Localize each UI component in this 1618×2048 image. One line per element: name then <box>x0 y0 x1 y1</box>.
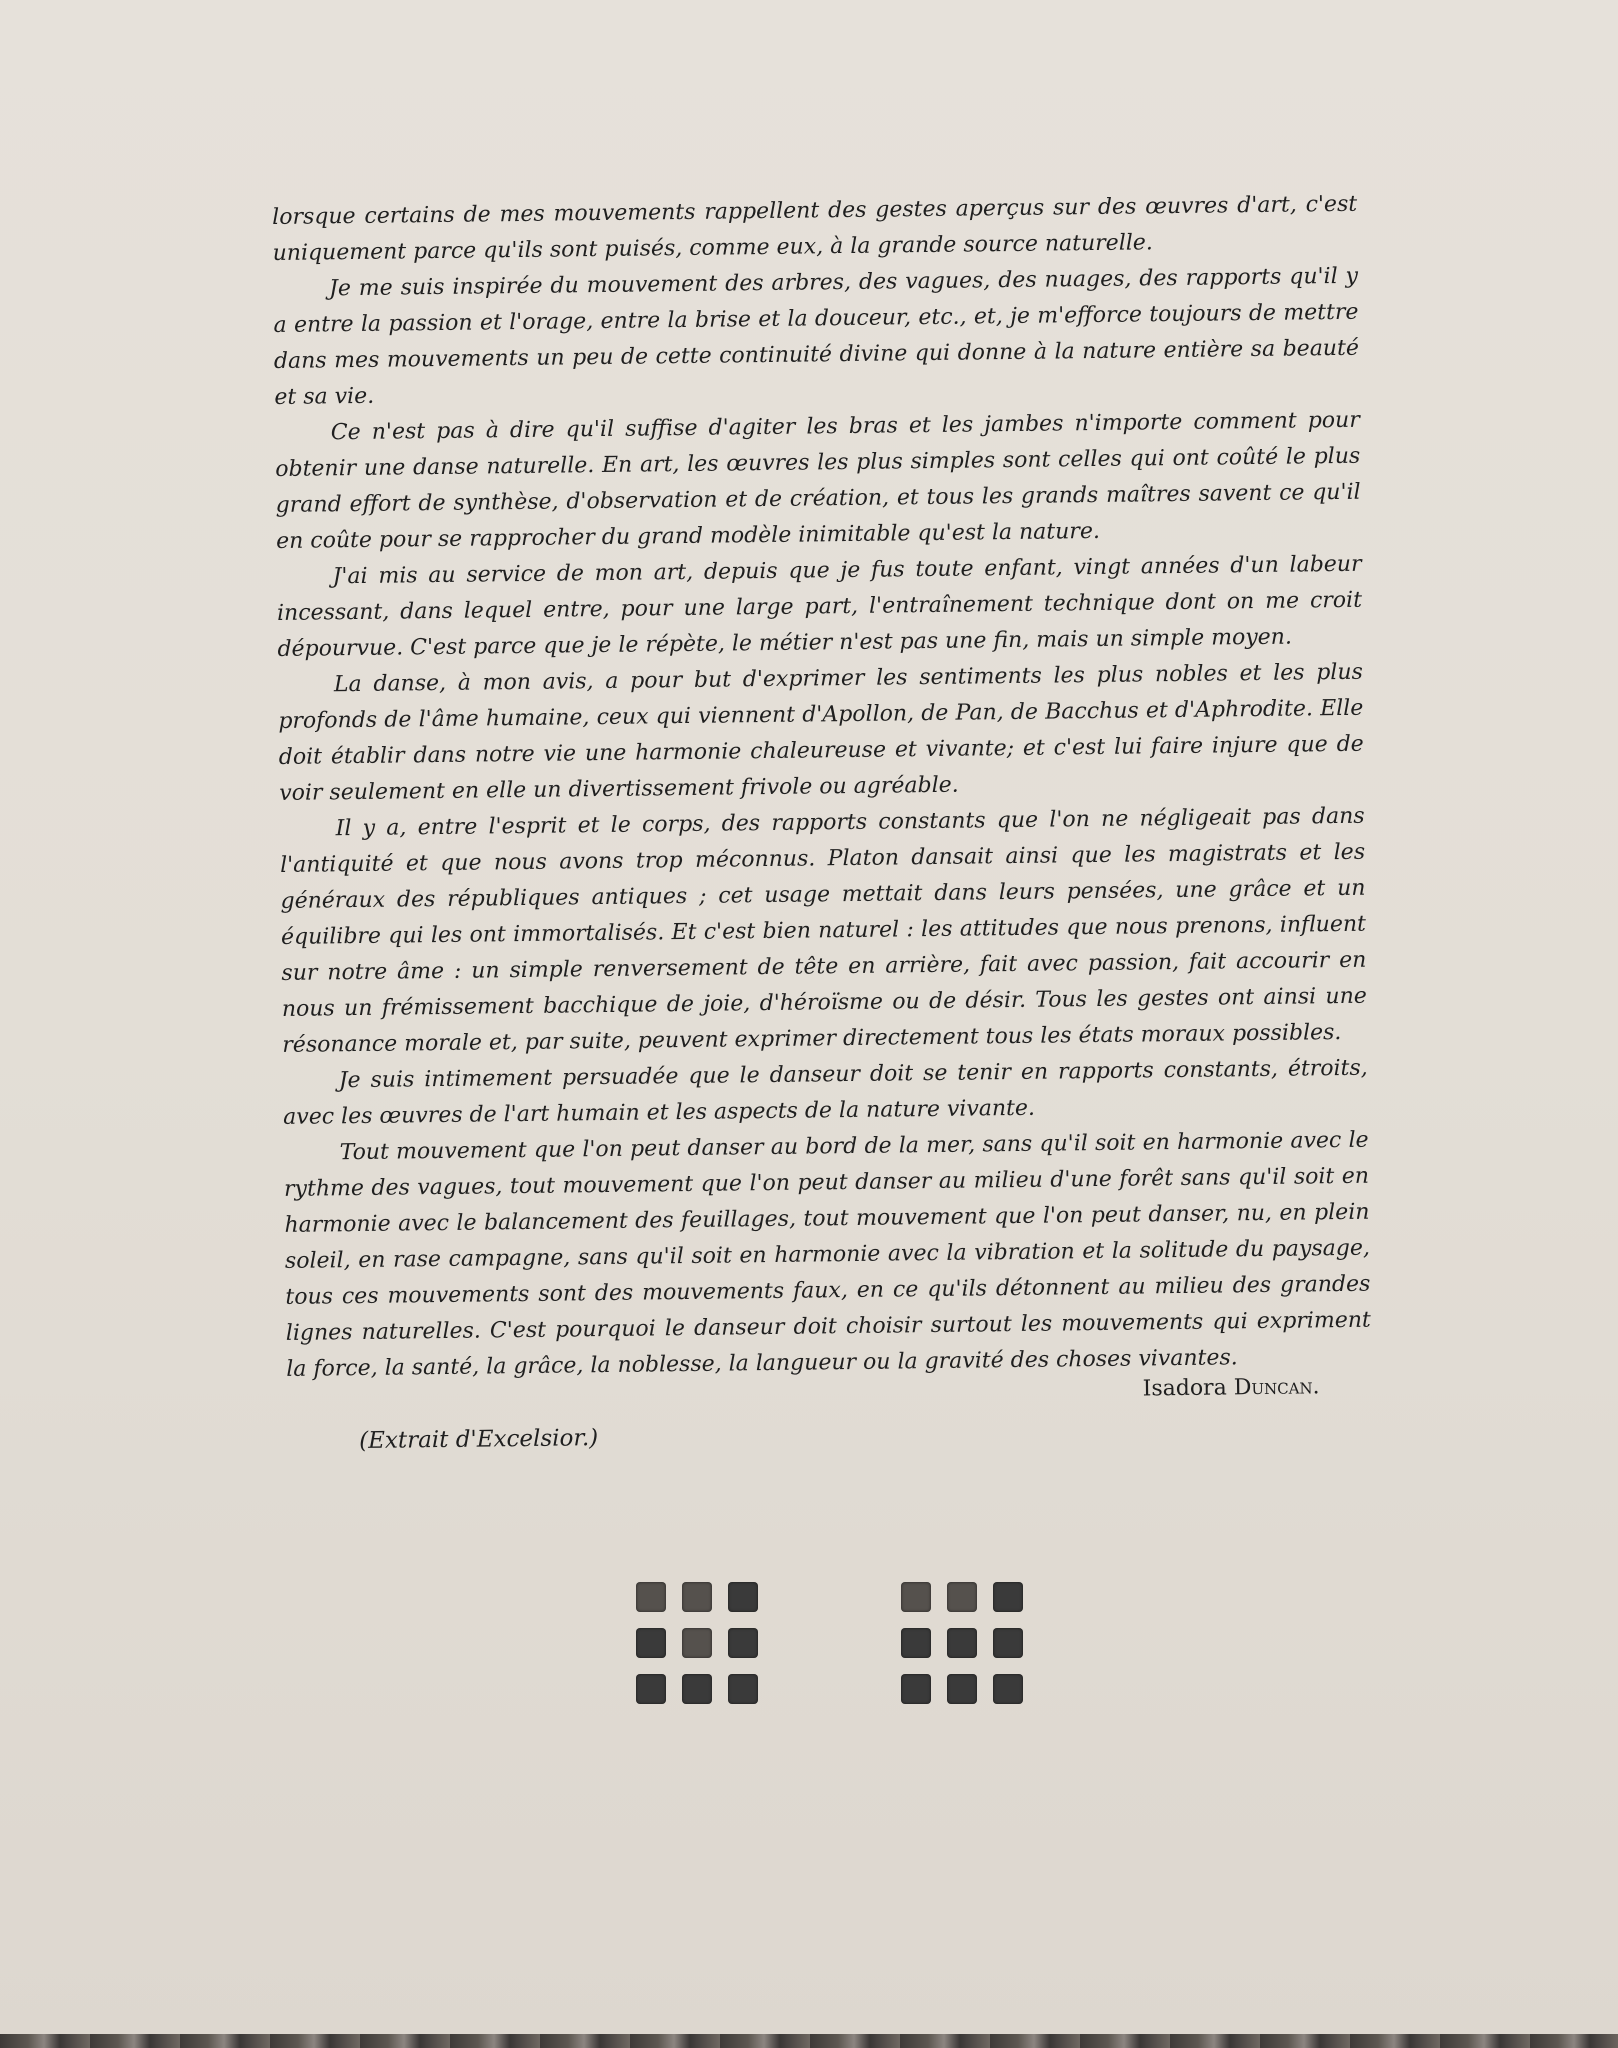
square-grid-ornament-icon <box>636 1582 758 1704</box>
ornament-square <box>636 1582 666 1612</box>
paragraph-8: Tout mouvement que l'on peut danser au bord de la mer, sans qu'il soit en harmonie avec le rythme des vagues, tout mouvement que l'on peut danser au milieu d'une forêt sans qu'il soit en harmonie avec le balancement des feuillages, tout mouvement que l'on peut danser, nu, en plein soleil, en rase campagne, sans qu'il soit en harmonie avec la vibration et la solitude du paysage, tous ces mouvements sont des mouvements faux, en ce qu'ils détonnent au milieu des grandes lignes naturelles. C'est pourquoi le danseur doit choisir surtout les mouvements qui expriment la force, la santé, la grâce, la noblesse, la langueur ou la gravité des choses vivantes. <box>283 1127 1371 1382</box>
paragraph-2: Je me suis inspirée du mouvement des arbres, des vagues, des nuages, des rapports qu'il y a entre la passion et l'orage, entre la brise et la douceur, etc., et, je m'efforce toujours de mettre dans mes mouvements un peu de cette continuité divine qui donne à la nature entière sa beauté et sa vie. <box>273 263 1360 410</box>
ornament-square <box>682 1674 712 1704</box>
author-first-name: Isadora <box>1142 1375 1227 1402</box>
ornament-square <box>993 1582 1023 1612</box>
ornament-square <box>728 1674 758 1704</box>
ornament-square <box>901 1628 931 1658</box>
ornament-square <box>682 1628 712 1658</box>
paragraph-1: lorsque certains de mes mouvements rappellent des gestes aperçus sur des œuvres d'art, c'est uniquement parce qu'ils sont puisés, comme eux, à la grande source naturelle. <box>272 191 1358 266</box>
ornament-square <box>947 1582 977 1612</box>
ornament-square <box>901 1582 931 1612</box>
paragraph-6: Il y a, entre l'esprit et le corps, des rapports constants que l'on ne négligeait pas dans l'antiquité et que nous avons trop méconnus. Platon dansait ainsi que les magistrats et les généraux des républiques antiques ; cet usage mettait dans leurs pensées, une grâce et un équilibre qui les ont immortalisés. Et c'est bien naturel : les attitudes que nous prenons, influent sur notre âme : un simple renversement de tête en arrière, fait avec passion, fait accourir en nous un frémissement bacchique de joie, d'héroïsme ou de désir. Tous les gestes ont ainsi une résonance morale et, par suite, peuvent exprimer directement tous les états moraux possibles. <box>279 803 1367 1058</box>
article-body <box>272 187 1372 1460</box>
ornament-square <box>993 1674 1023 1704</box>
paragraph-7: Je suis intimement persuadée que le danseur doit se tenir en rapports constants, étroits, avec les œuvres de l'art humain et les aspects de la nature vivante. <box>283 1055 1368 1130</box>
square-grid-ornament-icon <box>901 1582 1023 1704</box>
ornament-square <box>636 1674 666 1704</box>
author-surname: Duncan. <box>1233 1374 1320 1401</box>
ornament-square <box>682 1582 712 1612</box>
ornament-square <box>728 1582 758 1612</box>
source-note: (Extrait d'Excelsior.) <box>359 1425 599 1455</box>
paragraph-3: Ce n'est pas à dire qu'il suffise d'agiter les bras et les jambes n'importe comment pour obtenir une danse naturelle. En art, les œuvres les plus simples sont celles qui ont coûté le plus grand effort de synthèse, d'observation et de création, et tous les grands maîtres savent ce qu'il en coûte pour se rapprocher du grand modèle inimitable qu'est la nature. <box>275 407 1361 554</box>
ornament-square <box>947 1628 977 1658</box>
ornament-square <box>947 1674 977 1704</box>
ornament-square <box>636 1628 666 1658</box>
paragraph-4: J'ai mis au service de mon art, depuis que je fus toute enfant, vingt années d'un labeur incessant, dans lequel entre, pour une large part, l'entraînement technique dont on me croit dépourvue. C'est parce que je le répète, le métier n'est pas une fin, mais un simple moyen. <box>276 551 1363 662</box>
ornament-square <box>728 1628 758 1658</box>
ornament-square <box>993 1628 1023 1658</box>
ornament-square <box>901 1674 931 1704</box>
page-bottom-edge <box>0 2034 1618 2048</box>
paragraph-5: La danse, à mon avis, a pour but d'exprimer les sentiments les plus nobles et les plus profonds de l'âme humaine, ceux qui viennent d'Apollon, de Pan, de Bacchus et d'Aphrodite. Elle doit établir dans notre vie une harmonie chaleureuse et vivante; et c'est lui faire injure que de voir seulement en elle un divertissement frivole ou agréable. <box>278 659 1364 806</box>
